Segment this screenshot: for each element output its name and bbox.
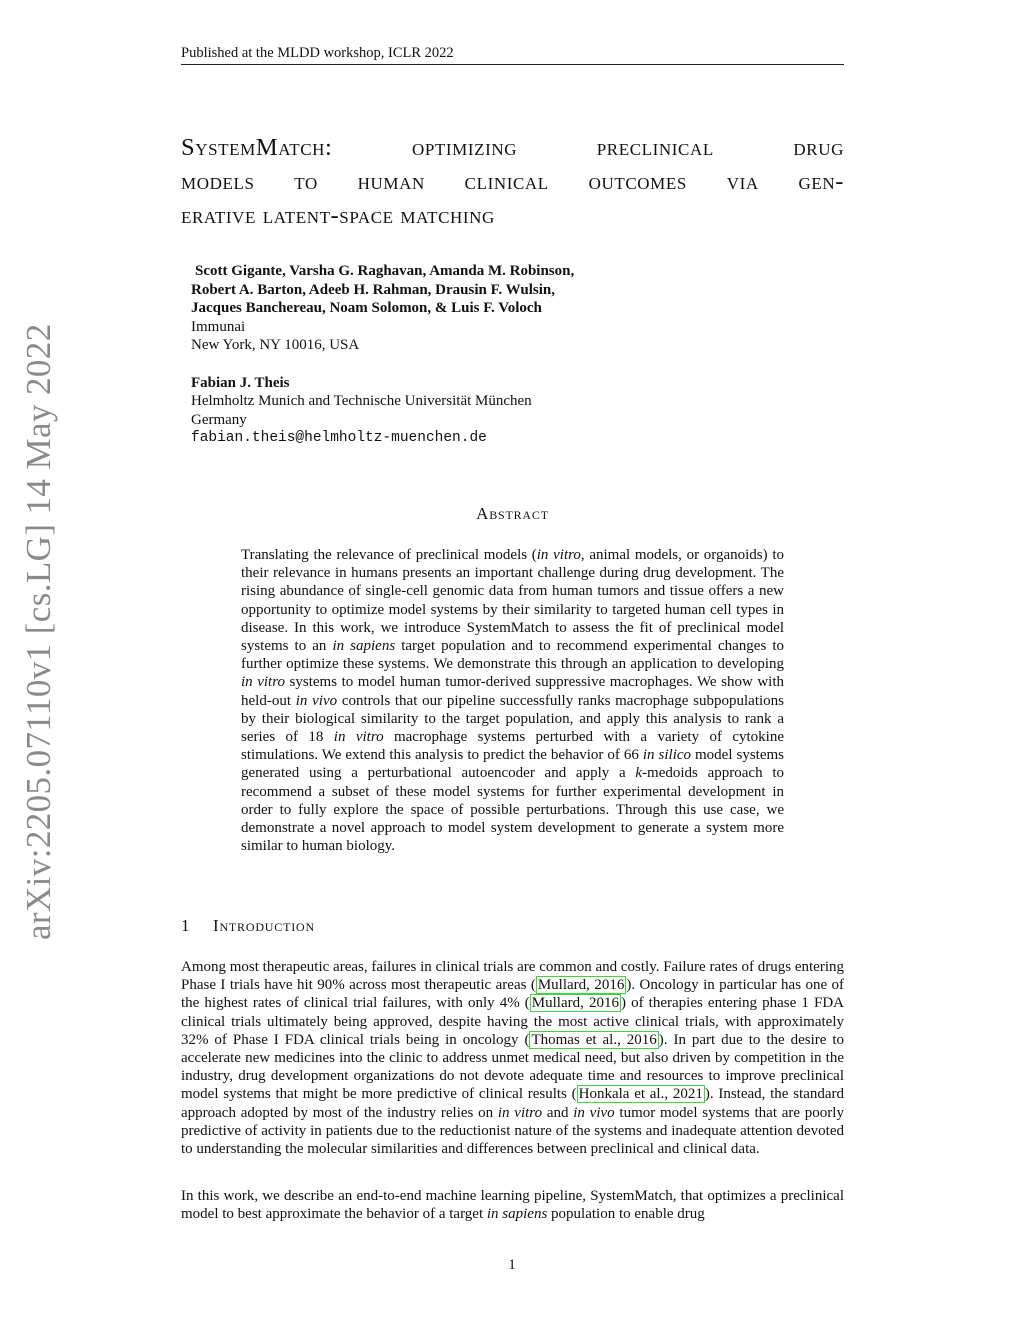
author2-email[interactable]: fabian.theis@helmholtz-muenchen.de xyxy=(191,430,487,446)
citation-link[interactable]: Mullard, 2016 xyxy=(531,995,619,1012)
arxiv-identifier[interactable]: arXiv:2205.07110v1 [cs.LG] 14 May 2022 xyxy=(19,323,58,940)
affiliation: Immunai xyxy=(191,318,246,335)
section-number: 1 xyxy=(181,916,190,935)
title-line-3: erative latent-space matching xyxy=(181,202,495,229)
citation-link[interactable]: Mullard, 2016 xyxy=(537,977,625,994)
section-heading-introduction xyxy=(181,915,844,937)
author-block xyxy=(191,262,791,448)
author2-affiliation: Helmholtz Munich and Technische Universität München xyxy=(191,393,532,409)
abstract-text: Translating the relevance of preclinical models (in vitro, animal models, or organoids) to their relevance in humans presents an important challenge during drug development. The rising abundance of single-cell genomic data from human tumors and tissue offers a new opportunity to optimize model systems by their similarity to targeted human cell types in disease. In this work, we introduce SystemMatch to assess the fit of preclinical model systems to an in sapiens target population and to recommend experimental changes to further optimize these systems. We demonstrate this through an application to developing in vitro systems to model human tumor-derived suppressive macrophages. We show with held-out in vivo controls that our pipeline successfully ranks macrophage subpopulations by their biological similarity to the target population, and apply this analysis to rank a series of 18 in vitro macrophage systems perturbed with a variety of cytokine stimulations. We extend this analysis to predict the behavior of 66 in silico model systems generated using a perturbational autoencoder and apply a k-medoids approach to recommend a subset of these model systems for further experimental development in order to fully explore the space of possible perturbations. Through this use case, we demonstrate a novel approach to model system development to generate a system more similar to human biology. xyxy=(241,547,784,855)
author2-country: Germany xyxy=(191,411,247,428)
address: New York, NY 10016, USA xyxy=(191,337,360,353)
title-line-2: models to human clinical outcomes via gen- xyxy=(181,168,844,195)
author-line-3: Jacques Banchereau, Noam Solomon, & Luis F. Voloch xyxy=(191,300,542,316)
author2-name: Fabian J. Theis xyxy=(191,374,290,391)
author-line-2: Robert A. Barton, Adeeb H. Rahman, Drausin F. Wulsin, xyxy=(191,281,555,298)
running-header: Published at the MLDD workshop, ICLR 2022 xyxy=(181,44,844,65)
author-line-1: Scott Gigante, Varsha G. Raghavan, Amanda M. Robinson, xyxy=(195,263,575,279)
citation-link[interactable]: Thomas et al., 2016 xyxy=(531,1031,657,1048)
section-title: Introduction xyxy=(213,916,315,935)
title-line-1: SystemMatch: optimizing preclinical drug xyxy=(181,134,844,161)
intro-paragraph-2: In this work, we describe an end-to-end machine learning pipeline, SystemMatch, that optimizes a preclinical model to best approximate the behavior of a target in sapiens population to enable drug xyxy=(181,1188,844,1223)
abstract-heading: Abstract xyxy=(476,504,549,523)
citation-link[interactable]: Honkala et al., 2021 xyxy=(578,1086,703,1103)
paper-title xyxy=(181,131,844,233)
intro-paragraph-1: Among most therapeutic areas, failures in clinical trials are common and costly. Failure rates of drugs entering Phase I trials have hit 90% across most therapeutic areas ( Mullard, 2016 ). Oncology in particular has one of the highest rates of clinical trial failures, with only 4% ( Mullard, 2016 ) of therapies entering phase 1 FDA clinical trials ultimately being approved, despite having the most active clinical trials, with approximately 32% of Phase I FDA clinical trials being in oncology ( Thomas et al., 2016 ). In part due to the desire to accelerate new medicines into the clinic to address unmet medical need, but also driven by competition in the industry, drug development organizations do not devote adequate time and resources to improve preclinical model systems that might be more predictive of clinical results ( Honkala et al., 2021 ). Instead, the standard approach adopted by most of the industry relies on in vitro and in vivo tumor model systems that are poorly predictive of activity in patients due to the reductionist nature of the systems and inadequate attention devoted to understanding the molecular similarities and differences between preclinical and clinical data. xyxy=(181,959,845,1158)
page-number: 1 xyxy=(508,1257,516,1273)
